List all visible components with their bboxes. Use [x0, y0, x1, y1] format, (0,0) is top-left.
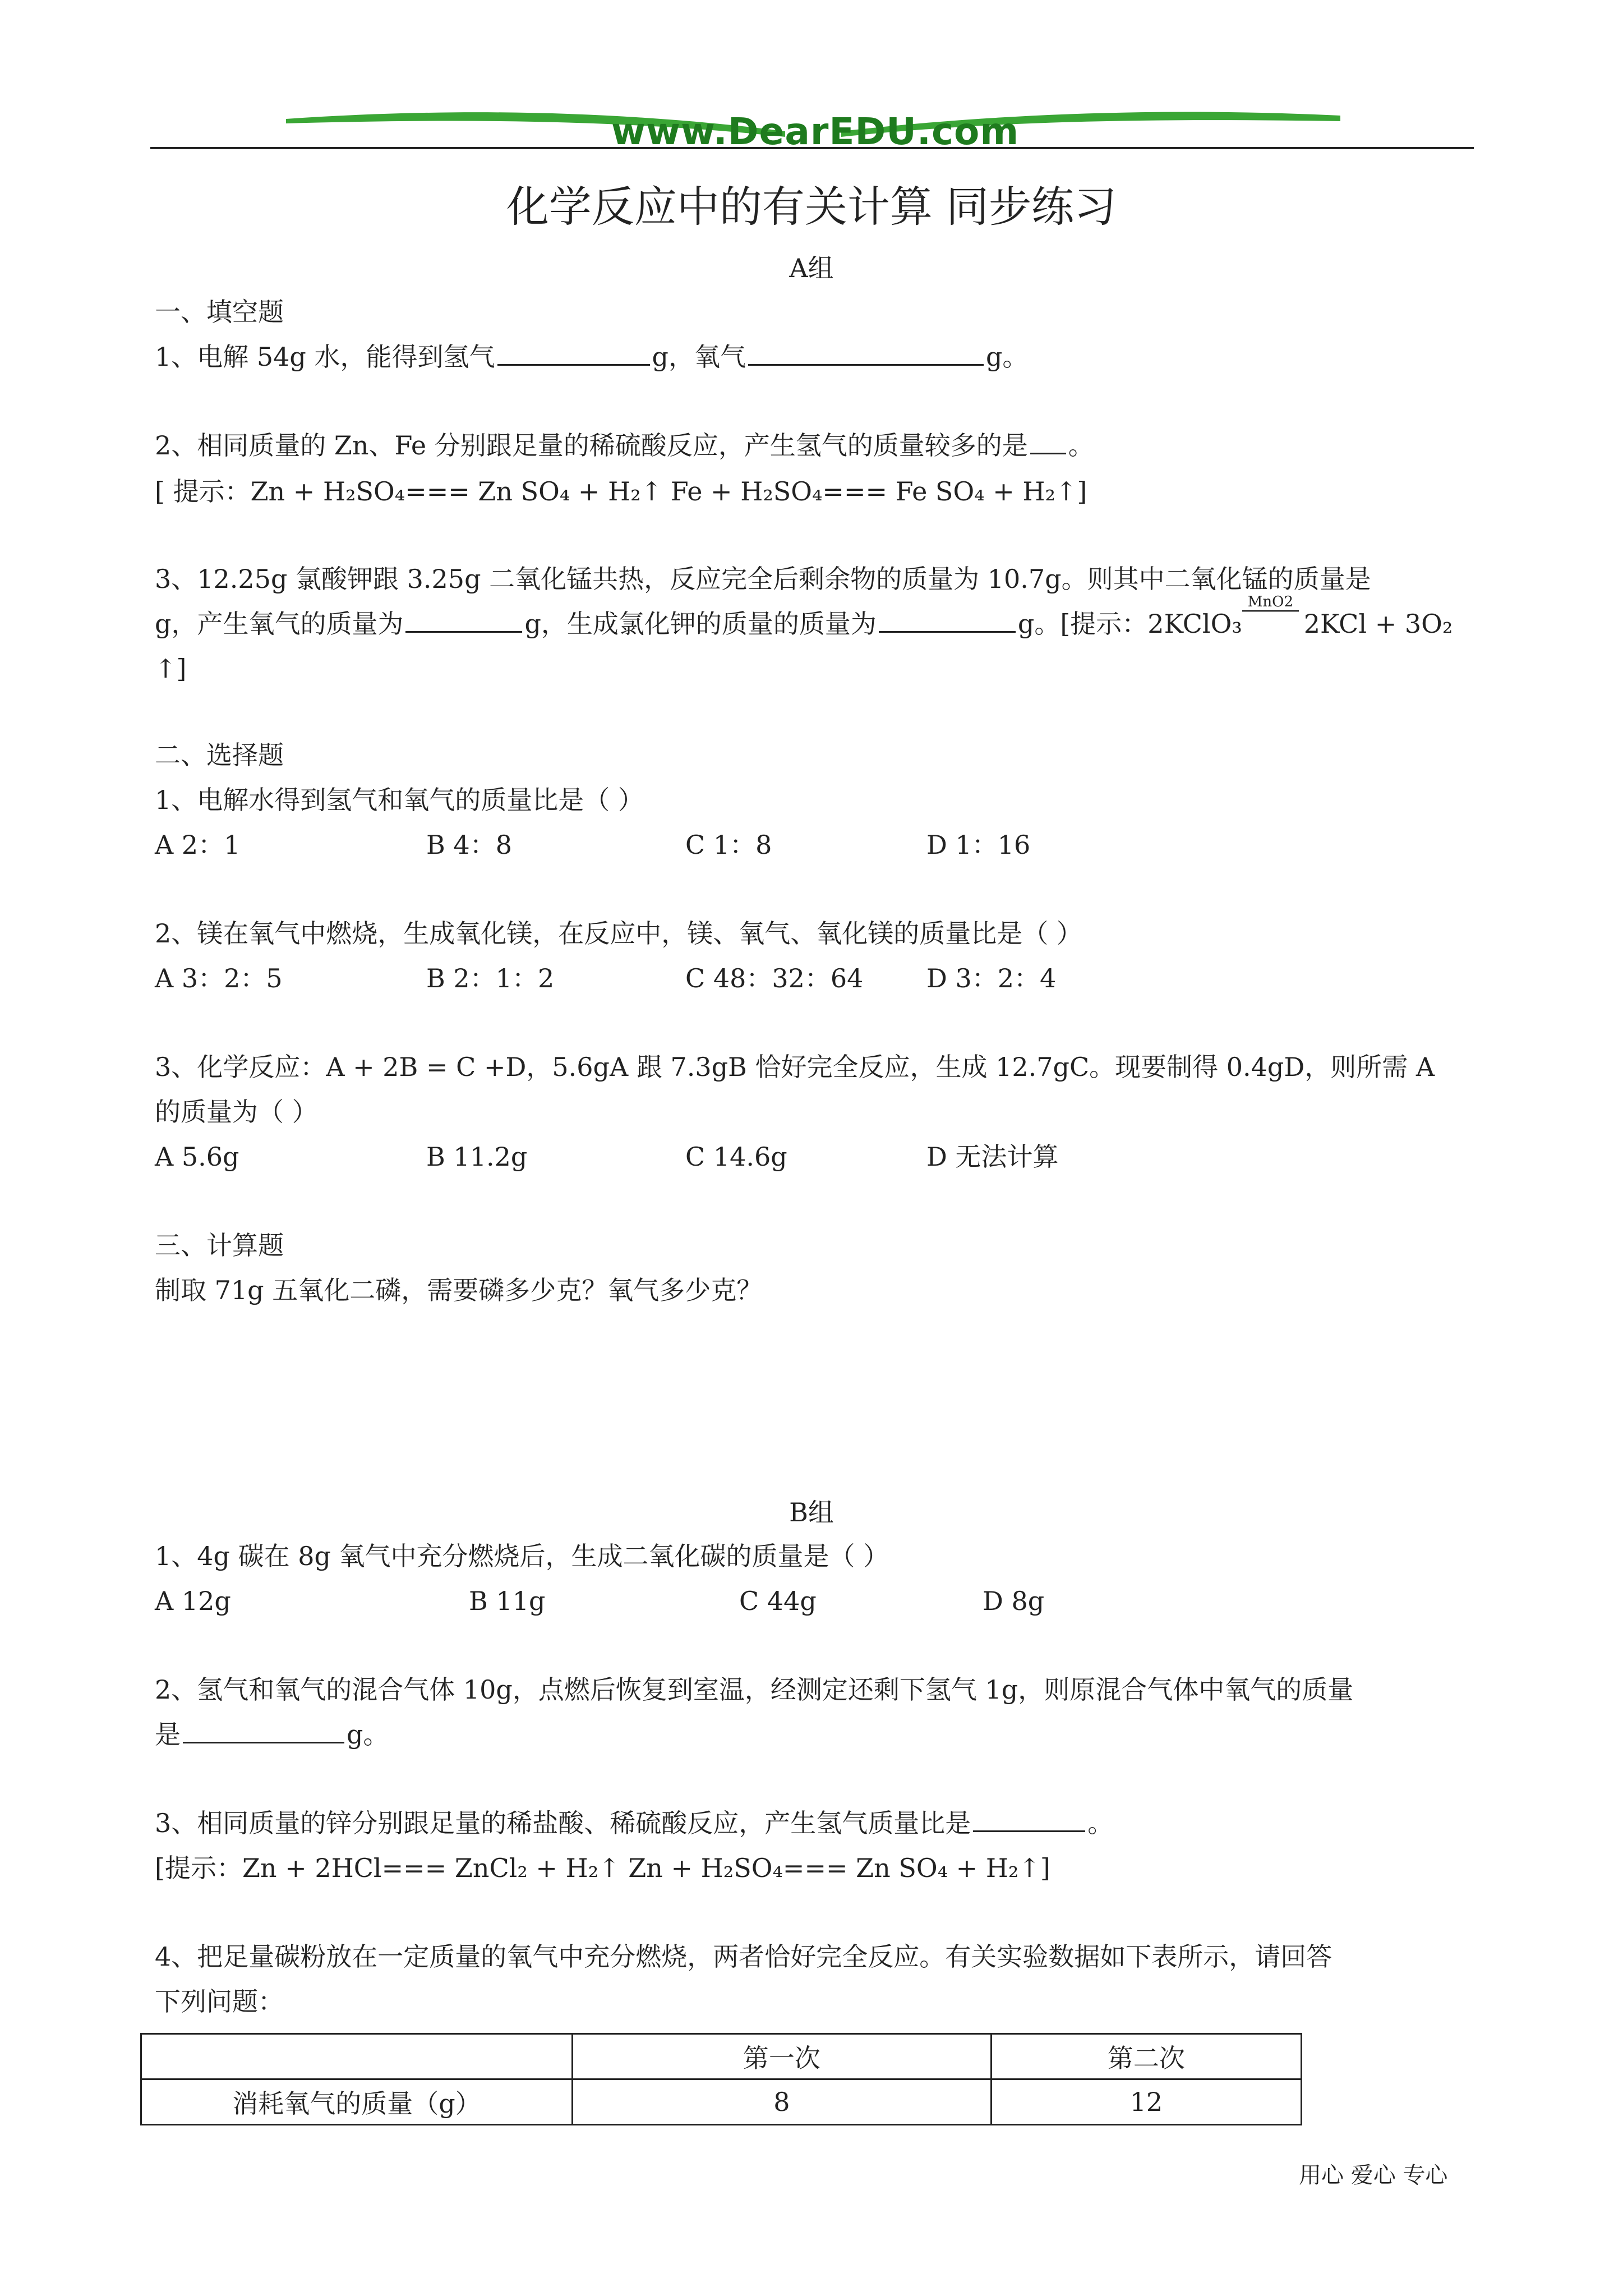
b-question-4-line1: 4、把足量碳粉放在一定质量的氧气中充分燃烧，两者恰好完全反应。有关实验数据如下表所示，请回答: [155, 1941, 1332, 1972]
choice-option[interactable]: B 4：8: [426, 830, 512, 860]
group-b-label: B组: [789, 1497, 834, 1527]
choice-option[interactable]: C 44g: [739, 1586, 817, 1616]
answer-blank[interactable]: [879, 609, 1016, 633]
experiment-data-table: [140, 2033, 1302, 2125]
b-question-4-line2: 下列问题：: [155, 1986, 284, 2017]
answer-blank[interactable]: [183, 1719, 344, 1743]
answer-blank[interactable]: [973, 1808, 1085, 1832]
choice-option[interactable]: A 5.6g: [155, 1142, 239, 1172]
choice-question-3-line1: 3、化学反应：A + 2B = C +D，5.6gA 跟 7.3gB 恰好完全反应，生成 12.7gC。现要制得 0.4gD，则所需 A: [155, 1052, 1435, 1082]
b-question-2-line1: 2、氢气和氧气的混合气体 10g，点燃后恢复到室温，经测定还剩下氢气 1g，则原混合气体中氧气的质量: [155, 1674, 1354, 1705]
logo-text: www.DearEDU.com: [611, 110, 1020, 153]
choice-option[interactable]: D 无法计算: [926, 1142, 1059, 1172]
table-header-row: [141, 2034, 1302, 2079]
fill-question-3-line2: g，产生氧气的质量为 g，生成氯化钾的质量的质量为 g。[提示：2KClO₃ MnO2 2KCl + 3O₂: [155, 607, 1453, 641]
fill-question-3-line1: 3、12.25g 氯酸钾跟 3.25g 二氧化锰共热，反应完全后剩余物的质量为 10.7g。则其中二氧化锰的质量是: [155, 564, 1371, 594]
b-question-2-line2: 是 g。: [155, 1719, 389, 1750]
header-rule: [150, 147, 1474, 149]
answer-blank[interactable]: [497, 342, 650, 366]
choice-question-2: 2、镁在氧气中燃烧，生成氧化镁，在反应中，镁、氧气、氧化镁的质量比是（ ）: [155, 918, 1082, 949]
choice-option[interactable]: C 1：8: [685, 830, 772, 860]
fill-question-1: 1、电解 54g 水，能得到氢气 g，氧气 g。: [155, 342, 1029, 372]
answer-blank[interactable]: [405, 609, 522, 633]
section-3-heading: 三、计算题: [155, 1230, 284, 1260]
choice-option[interactable]: B 2：1：2: [426, 963, 555, 993]
hint-question-2: [ 提示：Zn + H₂SO₄=== Zn SO₄ + H₂↑ Fe + H₂SO₄=== Fe SO₄ + H₂↑]: [155, 476, 1087, 507]
table-cell: 12: [991, 2079, 1301, 2125]
fill-question-3-line3: ↑]: [155, 654, 187, 684]
table-row: [141, 2079, 1302, 2125]
choice-question-3-line2: 的质量为（ ）: [155, 1097, 318, 1127]
table-cell: 消耗氧气的质量（g）: [141, 2079, 573, 2125]
table-header-cell: 第二次: [991, 2034, 1301, 2079]
b-question-3: 3、相同质量的锌分别跟足量的稀盐酸、稀硫酸反应，产生氢气质量比是 。: [155, 1808, 1114, 1838]
choice-option[interactable]: B 11g: [469, 1586, 546, 1616]
choice-option[interactable]: C 14.6g: [685, 1142, 787, 1172]
choice-option[interactable]: B 11.2g: [426, 1142, 528, 1172]
hint-b-question-3: [提示：Zn + 2HCl=== ZnCl₂ + H₂↑ Zn + H₂SO₄=== Zn SO₄ + H₂↑]: [155, 1853, 1050, 1883]
choice-option[interactable]: D 1：16: [926, 830, 1031, 860]
choice-option[interactable]: C 48：32：64: [685, 963, 864, 993]
fill-question-2: 2、相同质量的 Zn、Fe 分别跟足量的稀硫酸反应，产生氢气的质量较多的是 。: [155, 430, 1094, 461]
catalyst-arrow: MnO2: [1242, 607, 1304, 641]
b-question-1: 1、4g 碳在 8g 氧气中充分燃烧后，生成二氧化碳的质量是（ ）: [155, 1541, 889, 1571]
choice-option[interactable]: A 2：1: [155, 830, 241, 860]
answer-blank[interactable]: [748, 342, 984, 366]
section-1-heading: 一、填空题: [155, 297, 284, 327]
footer-slogan: 用心 爱心 专心: [1299, 2162, 1448, 2188]
section-2-heading: 二、选择题: [155, 740, 284, 770]
page-title: 化学反应中的有关计算 同步练习: [506, 182, 1117, 232]
table-header-cell: 第一次: [572, 2034, 991, 2079]
group-a-label: A组: [789, 253, 834, 283]
table-cell: 8: [572, 2079, 991, 2125]
calc-question-1: 制取 71g 五氧化二磷，需要磷多少克？氧气多少克？: [155, 1275, 763, 1305]
choice-option[interactable]: D 3：2：4: [926, 963, 1057, 993]
table-header-cell: [141, 2034, 573, 2079]
choice-option[interactable]: A 3：2：5: [155, 963, 283, 993]
choice-option[interactable]: D 8g: [983, 1586, 1045, 1616]
answer-blank[interactable]: [1030, 430, 1066, 454]
choice-question-1: 1、电解水得到氢气和氧气的质量比是（ ）: [155, 785, 644, 815]
choice-option[interactable]: A 12g: [155, 1586, 231, 1616]
